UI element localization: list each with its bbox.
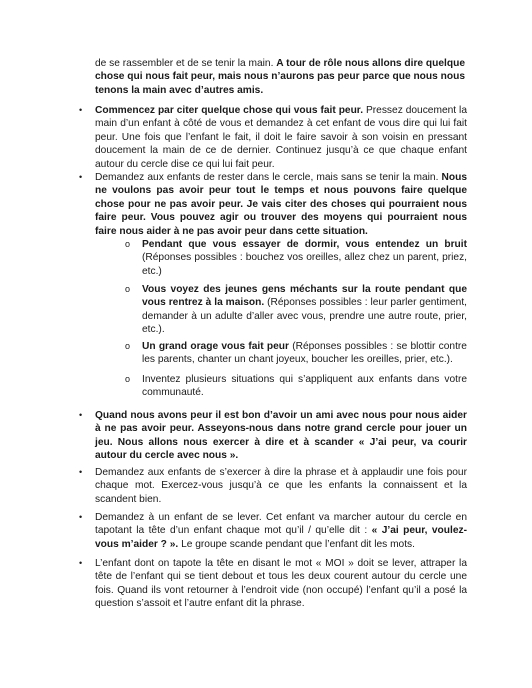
sub-item-text: (Réponses possibles : leur parler gentiment, demander à un adulte d’aller avec vous, prendre une autre route, prier, etc.).: [142, 297, 467, 336]
item-text: Pressez doucement la main d’un enfant à côté de vous et demandez à cet enfant de vous dire qui lui fait peur. Une fois que l’enfant le fait, il doit le faire savoir à son voisin en pressant doucement la main de ce de dernier. Continuez jusqu’à ce que chaque enfant autour du cercle dise ce qui lui fait peur.: [95, 105, 467, 170]
sub-list-item: [125, 340, 467, 367]
bullet-icon: •: [79, 105, 83, 115]
intro-text: de se rassembler et de se tenir la main.: [95, 58, 277, 69]
item-text-after: Le groupe scande pendant que l’enfant dit les mots.: [178, 538, 415, 550]
bullet-icon: •: [79, 558, 83, 568]
list-item: [79, 557, 467, 611]
list-item: [79, 171, 467, 238]
circle-bullet-icon: o: [125, 341, 131, 351]
sub-item-text: Inventez plusieurs situations qui s’appliquent aux enfants dans votre communauté.: [142, 374, 467, 399]
sub-item-text: (Réponses possibles : se blottir contre les parents, chanter un chant joyeux, boucher les oreilles, prier, etc.).: [142, 341, 467, 366]
item-text: Demandez aux enfants de s’exercer à dire la phrase et à applaudir une fois pour chaque mot. Exercez-vous jusqu’à ce que les enfants la connaissent et la scandent bien.: [95, 467, 467, 505]
sub-item-text: (Réponses possibles : bouchez vos oreilles, allez chez un parent, priez, etc.): [142, 252, 467, 277]
sub-list-item: [125, 238, 467, 278]
sub-list-item: [125, 373, 467, 400]
sub-list-item: [125, 283, 467, 337]
item-text: Demandez à un enfant de se lever. Cet enfant va marcher autour du cercle en tapotant la tête d’un enfant chaque mot qu’il / qu’elle dit :: [95, 512, 467, 537]
list-item: [79, 466, 467, 506]
list-item: [79, 104, 467, 171]
intro-paragraph: [95, 57, 465, 97]
item-bold-text: « J’ai peur, voulez-vous m’aider ? ».: [95, 525, 467, 550]
sub-item-bold-text: Pendant que vous essayer de dormir, vous entendez un bruit: [142, 239, 467, 250]
item-bold-text: Commencez par citer quelque chose qui vous fait peur.: [95, 105, 364, 116]
list-item: [79, 409, 467, 463]
sub-item-bold-text: Vous voyez des jeunes gens méchants sur la route pendant que vous rentrez à la maison.: [142, 284, 467, 309]
item-text: L’enfant dont on tapote la tête en disant le mot « MOI » doit se lever, attraper la tête de l’enfant qui se tient debout et tous les deux courent autour du cercle une fois. Quand ils vont retourner à l’endroit vide (non occupé) l’enfant qu’il a posé la question s’assoit et l’autre enfant dit la phrase.: [95, 558, 467, 610]
list-item: [79, 511, 467, 551]
item-text: Demandez aux enfants de rester dans le cercle, mais sans se tenir la main.: [95, 172, 442, 183]
circle-bullet-icon: o: [125, 239, 131, 249]
circle-bullet-icon: o: [125, 284, 131, 294]
bullet-icon: •: [79, 172, 83, 182]
bullet-icon: •: [79, 410, 83, 420]
circle-bullet-icon: o: [125, 374, 131, 384]
intro-bold-text: A tour de rôle nous allons dire quelque chose qui nous fait peur, mais nous n’aurons pas peur parce que nous nous tenons la main avec d’autres amis.: [95, 58, 465, 96]
sub-item-bold-text: Un grand orage vous fait peur: [142, 341, 289, 352]
item-bold-text: Nous ne voulons pas avoir peur tout le temps et nous pouvons faire quelque chose pour ne pas avoir peur. Je vais citer des choses qui pourraient nous faire peur. Vous pouvez agir ou trouver des moyens qui pourraient nous faire nous aider à ne pas avoir peur dans cette situation.: [95, 172, 467, 237]
bullet-icon: •: [79, 467, 83, 477]
item-bold-text: Quand nous avons peur il est bon d’avoir un ami avec nous pour nous aider à ne pas avoir peur. Asseyons-nous dans notre grand cercle pour jouer un jeu. Nous allons nous exercer à dire et à scander « J’ai peur, va courir autour du cercle avec nous ».: [95, 410, 467, 462]
bullet-icon: •: [79, 512, 83, 522]
